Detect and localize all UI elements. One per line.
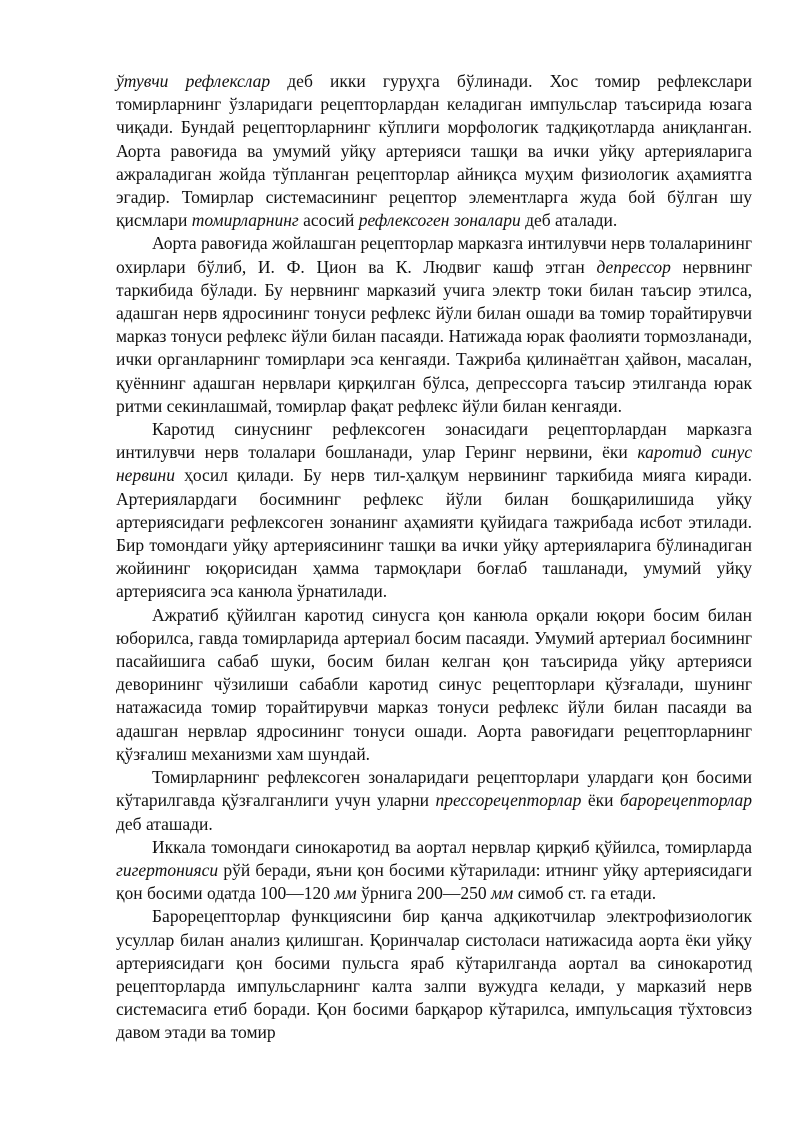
italic-unit: мм <box>334 883 357 904</box>
text-run: ҳосил қилади. Бу нерв тил-ҳалқум нервининг таркибида мияга киради. Артериялардаги босимнинг рефлекс йўли билан бошқарилишида уйқу артериясидаги рефлексоген зонанинг аҳамияти қуйидагa тажрибада исбот этилади. Бир томондаги уйқу артериясининг ташқи ва ички уйқу артерияларига бўлинадиган жойининг юқорисидан ҳамма тармоқлари боғлаб ташланади, умумий уйқу артериясига эса канюла ўрнатилади. <box>116 465 752 602</box>
text-run: нервнинг таркибида бўлади. Бу нервнинг марказий учига электр токи билан таъсир этилса, адашган нерв ядросининг тонуси рефлекс йўли билан ошади ва томир торайтирувчи марказ тонуси рефлекс йўли билан пасаяди. Натижада юрак фаолияти тормозланади, ички органларнинг томирлари эса кенгаяди. Тажриба қилинаётган ҳайвон, масалан, қуённинг адашган нервлари қирқилган бўлса, депрессорга таъсир этилганда юрак ритми секинлашмай, томирлар фақат рефлекс йўли билан кенгаяди. <box>116 256 753 416</box>
document-page <box>116 70 752 1045</box>
italic-term: гигертонияси <box>116 859 219 880</box>
text-run: асосий <box>298 210 359 231</box>
italic-unit: мм <box>491 883 514 904</box>
text-run: Ажратиб қўйилган каротид синусга қон канюла орқали юқори босим билан юборилса, гавда томирларида артериал босим пасаяди. Умумий артериал босимнинг пасайишига сабаб шуки, босим билан келган қон таъсирида уйқу артерияси деворининг чўзилиши сабабли каротид синус рецепторлари қўзғалади, шунинг натажасида томир торайтирувчи марказ тонуси рефлекс йўли билан пасаяди ва адашган нервлар ядросининг тонуси ошади. Аорта равоғидаги рецепторларнинг қўзғалиш механизми хам шундай. <box>116 604 752 764</box>
paragraph-3 <box>116 418 752 604</box>
text-run: Иккала томондаги синокаротид ва аортал нервлар қирқиб қўйилса, томирларда <box>152 836 752 857</box>
text-run: Аорта равоғида жойлашган рецепторлар марказга интилувчи нерв толаларининг охирлари бўлиб, И. Ф. Цион ва К. Людвиг кашф этган <box>116 233 752 277</box>
text-run: рўй беради, яъни қон босими кўтарилади: итнинг уйқу артериясидаги қон босими одатда 100—120 <box>116 859 752 904</box>
italic-term: томирларнинг <box>191 210 299 231</box>
text-run: деб аталади. <box>520 210 618 231</box>
text-run: деб икки гуруҳга бўлинади. Хос томир рефлекслари томирларнинг ўзларидаги рецепторлардан келадиган импульслар таъсирида юзага чиқади. Бундай рецепторларнинг кўплиги морфологик тадқиқотларда аниқланган. Аорта равоғида ва умумий уйқу артерияси ташқи ва ички уйқу артерияларига ажраладиган жойда тўпланган рецепторлар айниқса муҳим физиологик аҳамиятга эгадир. Томирлар системасининг рецептор элементларга жуда бой бўлган шу қисмлари <box>116 71 753 231</box>
italic-term: барорецепторлар <box>619 790 752 811</box>
italic-term: прессорецепторлар <box>435 790 582 811</box>
italic-term: рефлексоген зоналари <box>358 210 521 231</box>
text-run: Каротид синуснинг рефлексоген зонасидаги рецепторлардан марказга интилувчи нерв толалари бошланади, улар Геринг нервини, ёки <box>116 419 752 463</box>
paragraph-6 <box>116 836 752 906</box>
text-run: деб аташади. <box>116 813 213 834</box>
italic-term: депрессор <box>596 256 671 277</box>
text-run: Барорецепторлар функциясини бир қанча адқикотчилар электрофизиологик усуллар билан анализ қилишган. Қоринчалар систоласи натижасида аорта ёки уйқу артериясидаги қон босими пульсга яраб кўтарилганда аортал ва синокаротид рецепторларда импульсларнинг калта залпи вужудга келади, у марказий нерв системасига етиб боради. Қон босими барқарор кўтарилса, импульсация тўхтовсиз давом этади ва томир <box>116 906 752 1043</box>
italic-term: каротид синус нервини <box>116 442 752 486</box>
text-run: ўрнига 200—250 <box>356 883 491 904</box>
italic-term: ўтувчи рефлекслар <box>116 71 271 91</box>
paragraph-2 <box>116 232 752 418</box>
paragraph-4 <box>116 604 752 766</box>
paragraph-7 <box>116 905 752 1044</box>
text-run: симоб ст. га етади. <box>513 883 657 904</box>
paragraph-1 <box>116 70 752 232</box>
text-run: ёки <box>581 790 620 811</box>
text-run: Томирларнинг рефлексоген зоналаридаги рецепторлари улардаги қон босими кўтарилгавда қўзғалганлиги учун уларни <box>116 767 752 811</box>
paragraph-5 <box>116 766 752 836</box>
